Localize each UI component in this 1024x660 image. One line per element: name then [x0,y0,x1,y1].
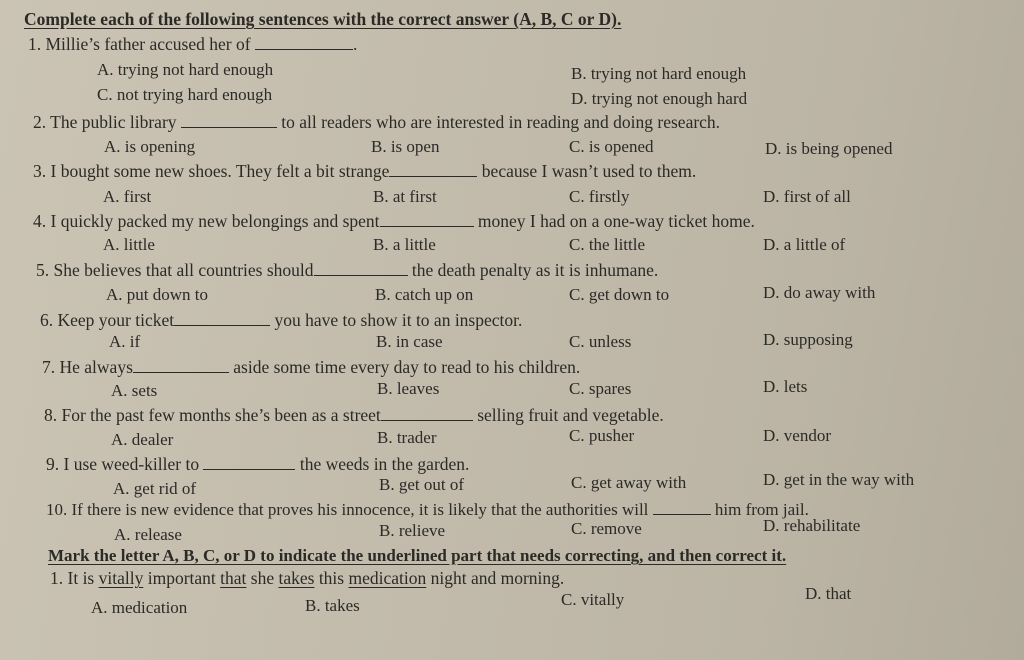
question-1-blank[interactable] [255,33,353,50]
question-10-option-d[interactable]: D. rehabilitate [763,516,861,535]
question-4-option-d[interactable]: D. a little of [763,235,846,254]
question-4-end: money I had on a one-way ticket home. [477,211,755,231]
question-6-stem: 6. Keep your ticket [40,310,175,330]
question-3-option-c[interactable]: C. firstly [569,187,630,206]
question-6-blank[interactable] [174,309,270,326]
question-10-blank[interactable] [653,498,711,515]
question-1 [28,33,357,55]
question-3-end: because I wasn’t used to them. [481,161,697,181]
question-7-option-b[interactable]: B. leaves [377,379,440,398]
question-5-option-a[interactable]: A. put down to [106,285,208,304]
question-9-end: the weeds in the garden. [299,454,470,474]
question-7-stem: 7. He always [42,357,133,377]
underlined-that: that [220,568,247,588]
question-1-option-b[interactable]: B. trying not hard enough [571,64,747,83]
question-7-end: aside some time every day to read to his children. [233,357,581,377]
question-6-end: you have to show it to an inspector. [274,310,523,330]
underlined-vitally: vitally [98,568,144,588]
question-7-option-a[interactable]: A. sets [111,381,158,400]
question-1-end: . [352,34,358,54]
question-2-option-b[interactable]: B. is open [371,137,440,156]
question-2-option-c[interactable]: C. is opened [569,137,654,156]
question-9 [46,453,469,475]
question-6-option-d[interactable]: D. supposing [763,330,853,349]
question-8-stem: 8. For the past few months she’s been as a street [44,405,381,425]
error-question-1 [50,567,564,589]
question-1-stem: 1. Millie’s father accused her of [28,34,251,54]
error-question-1-option-b[interactable]: B. takes [305,596,360,615]
question-3-blank[interactable] [389,160,477,177]
question-7-option-d[interactable]: D. lets [763,377,808,396]
question-10 [46,498,809,521]
section-1-heading: Complete each of the following sentences with the correct answer (A, B, C or D). [24,9,622,29]
question-3 [33,160,696,182]
error-question-text: night and morning. [426,568,565,588]
question-3-option-a[interactable]: A. first [103,187,152,206]
error-question-text: important [143,568,221,588]
question-10-end: him from jail. [714,500,809,519]
question-6-option-b[interactable]: B. in case [376,332,443,351]
error-question-1-option-a[interactable]: A. medication [91,598,188,617]
question-3-option-b[interactable]: B. at first [373,187,437,206]
question-2-stem: 2. The public library [33,112,177,132]
question-10-option-c[interactable]: C. remove [571,519,642,538]
question-10-option-b[interactable]: B. relieve [379,521,446,540]
question-1-option-c[interactable]: C. not trying hard enough [97,85,273,104]
question-8-option-c[interactable]: C. pusher [569,426,635,445]
question-7-option-c[interactable]: C. spares [569,379,632,398]
error-question-text: 1. It is [50,568,99,588]
question-8-option-a[interactable]: A. dealer [111,430,174,449]
question-4-option-a[interactable]: A. little [103,235,155,254]
question-4-option-c[interactable]: C. the little [569,235,646,254]
question-9-option-c[interactable]: C. get away with [571,473,687,492]
underlined-medication: medication [348,568,427,588]
question-1-option-a[interactable]: A. trying not hard enough [97,60,274,79]
question-5 [36,259,658,281]
question-8 [44,404,664,426]
question-3-option-d[interactable]: D. first of all [763,187,851,206]
question-5-end: the death penalty as it is inhumane. [411,260,659,280]
error-question-text: this [314,568,349,588]
question-9-stem: 9. I use weed-killer to [46,454,200,474]
error-question-1-option-d[interactable]: D. that [805,584,852,603]
question-10-option-a[interactable]: A. release [114,525,182,544]
question-9-blank[interactable] [203,453,295,470]
question-2-option-a[interactable]: A. is opening [104,137,196,156]
question-6 [40,309,522,331]
question-9-option-a[interactable]: A. get rid of [113,479,197,498]
question-4 [33,210,755,232]
question-8-option-b[interactable]: B. trader [377,428,437,447]
question-2-blank[interactable] [181,111,277,128]
question-1-option-d[interactable]: D. trying not enough hard [571,89,748,108]
question-5-option-d[interactable]: D. do away with [763,283,876,302]
question-4-stem: 4. I quickly packed my new belongings and spent [33,211,380,231]
question-7 [42,356,580,378]
question-7-blank[interactable] [133,356,229,373]
question-3-stem: 3. I bought some new shoes. They felt a bit strange [33,161,390,181]
question-2 [33,111,720,133]
question-9-option-b[interactable]: B. get out of [379,475,464,494]
question-2-option-d[interactable]: D. is being opened [765,139,893,158]
question-8-blank[interactable] [381,404,473,421]
question-6-option-a[interactable]: A. if [109,332,141,351]
question-5-option-c[interactable]: C. get down to [569,285,670,304]
question-4-blank[interactable] [380,210,474,227]
underlined-takes: takes [278,568,315,588]
question-9-option-d[interactable]: D. get in the way with [763,470,915,489]
question-10-stem: 10. If there is new evidence that proves his innocence, it is likely that the authorities will [46,500,649,519]
question-8-end: selling fruit and vegetable. [477,405,664,425]
error-question-1-option-c[interactable]: C. vitally [561,590,625,609]
question-2-end: to all readers who are interested in reading and doing research. [281,112,721,132]
question-6-option-c[interactable]: C. unless [569,332,632,351]
question-8-option-d[interactable]: D. vendor [763,426,831,445]
question-5-blank[interactable] [314,259,408,276]
question-5-option-b[interactable]: B. catch up on [375,285,474,304]
error-question-text: she [246,568,279,588]
question-5-stem: 5. She believes that all countries should [36,260,314,280]
section-2-heading: Mark the letter A, B, C, or D to indicate the underlined part that needs correcting, and then correct it. [48,546,787,565]
question-4-option-b[interactable]: B. a little [373,235,436,254]
